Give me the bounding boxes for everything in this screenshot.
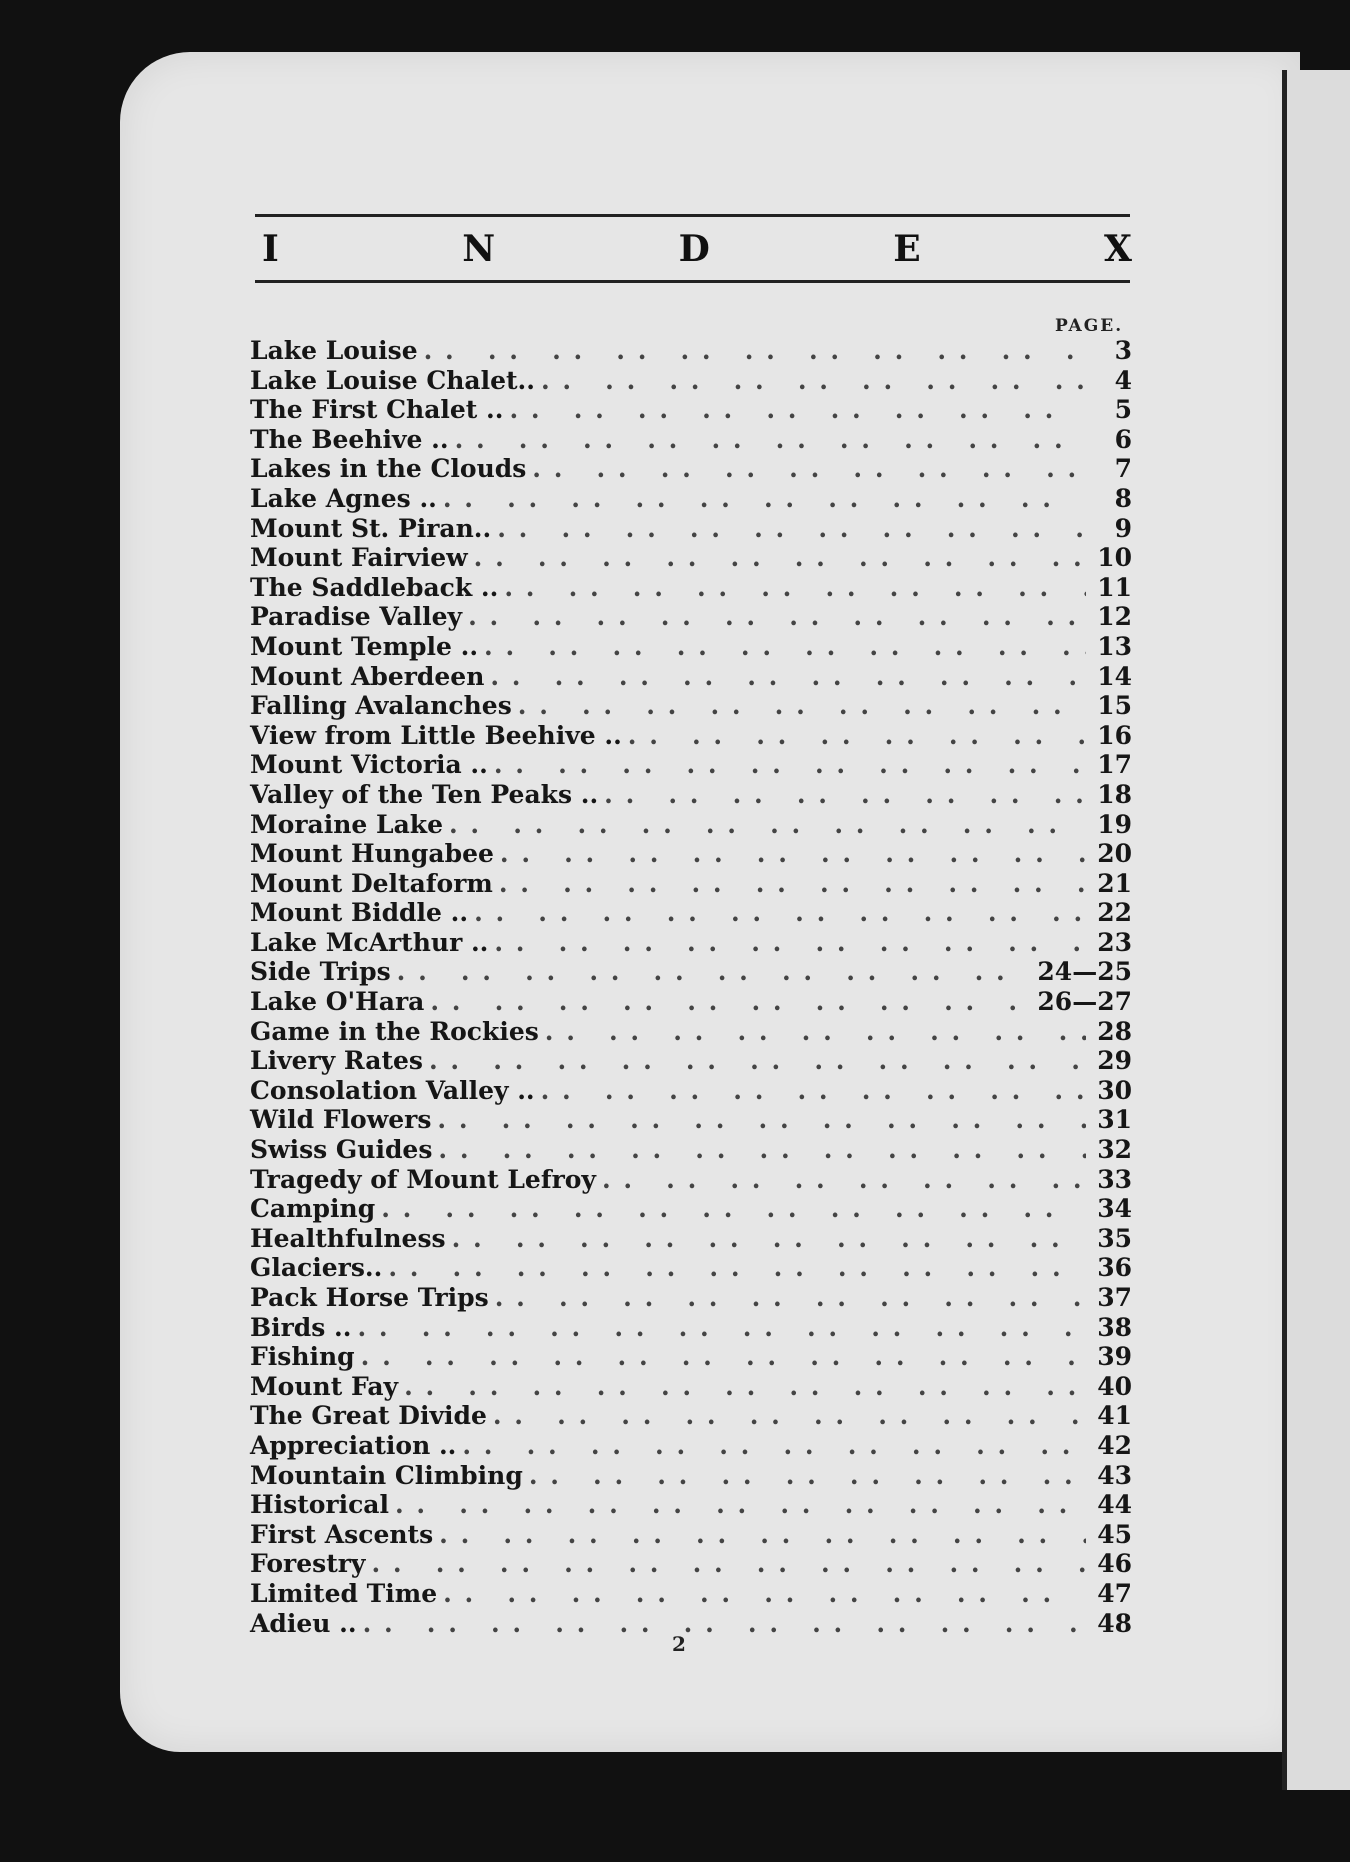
book-spine: [1282, 70, 1350, 1790]
entry-title: Historical: [250, 1490, 390, 1520]
dot-leader: [545, 1017, 1086, 1047]
index-entry: [250, 1579, 1132, 1609]
dot-leader: [484, 632, 1086, 662]
dot-leader: [497, 514, 1086, 544]
entry-title: Adieu ..: [250, 1608, 357, 1638]
entry-title: The First Chalet ..: [250, 395, 504, 425]
entry-title: Valley of the Ten Peaks ..: [250, 779, 599, 809]
index-entry: [250, 957, 1132, 987]
index-entry: [250, 573, 1132, 603]
entry-page-number: 35: [1097, 1223, 1132, 1253]
index-entry: [250, 1342, 1132, 1372]
dot-leader: [532, 454, 1086, 484]
entry-page-number: 19: [1097, 809, 1132, 839]
entry-page-number: 10: [1097, 543, 1132, 573]
index-entry-list: [250, 336, 1132, 1638]
entry-title: Side Trips: [250, 957, 391, 987]
dot-leader: [495, 1283, 1086, 1313]
dot-leader: [474, 898, 1086, 928]
heading-rule-top: [255, 214, 1130, 217]
dot-leader: [429, 1046, 1086, 1076]
dot-leader: [395, 1490, 1086, 1520]
index-entry: [250, 1490, 1132, 1520]
entry-page-number: 47: [1097, 1578, 1132, 1608]
index-entry: [250, 1076, 1132, 1106]
entry-title: Mount Fairview: [250, 543, 468, 573]
index-entry: [250, 1253, 1132, 1283]
entry-page-number: 42: [1097, 1430, 1132, 1460]
entry-title: Mount Hungabee: [250, 839, 494, 869]
index-entry: [250, 1194, 1132, 1224]
dot-leader: [371, 1549, 1086, 1579]
entry-title: Moraine Lake: [250, 809, 444, 839]
index-entry: [250, 1520, 1132, 1550]
entry-title: Mountain Climbing: [250, 1460, 523, 1490]
heading-letter: N: [462, 228, 496, 270]
heading-rule-bottom: [255, 280, 1130, 283]
index-entry: [250, 632, 1132, 662]
entry-title: Mount Aberdeen: [250, 661, 485, 691]
index-entry: [250, 898, 1132, 928]
index-entry: [250, 750, 1132, 780]
entry-page-number: 12: [1097, 602, 1132, 632]
index-entry: [250, 1401, 1132, 1431]
index-entry: [250, 691, 1132, 721]
index-heading: [262, 224, 1132, 274]
entry-page-number: 13: [1097, 631, 1132, 661]
dot-leader: [529, 1461, 1086, 1491]
index-entry: [250, 602, 1132, 632]
entry-page-number: 48: [1097, 1608, 1132, 1638]
entry-title: Mount Victoria ..: [250, 750, 488, 780]
dot-leader: [518, 691, 1086, 721]
index-entry: [250, 869, 1132, 899]
index-entry: [250, 810, 1132, 840]
entry-title: Mount Fay: [250, 1371, 399, 1401]
entry-page-number: 7: [1114, 454, 1132, 484]
entry-page-number: 15: [1097, 691, 1132, 721]
entry-title: Consolation Valley ..: [250, 1075, 535, 1105]
dot-leader: [628, 721, 1086, 751]
dot-leader: [443, 484, 1086, 514]
entry-page-number: 30: [1097, 1075, 1132, 1105]
entry-title: Fishing: [250, 1342, 355, 1372]
entry-title: Lakes in the Clouds: [250, 454, 527, 484]
entry-title: Paradise Valley: [250, 602, 463, 632]
index-entry: [250, 543, 1132, 573]
entry-page-number: 14: [1097, 661, 1132, 691]
entry-page-number: 33: [1097, 1164, 1132, 1194]
index-entry: [250, 1165, 1132, 1195]
entry-title: Mount Deltaform: [250, 868, 493, 898]
entry-title: Lake Agnes ..: [250, 483, 437, 513]
entry-title: Healthfulness: [250, 1223, 446, 1253]
entry-title: Glaciers..: [250, 1253, 383, 1283]
entry-page-number: 46: [1097, 1549, 1132, 1579]
entry-title: Birds ..: [250, 1312, 352, 1342]
entry-page-number: 24—25: [1037, 957, 1132, 987]
entry-page-number: 45: [1097, 1519, 1132, 1549]
entry-title: The Saddleback ..: [250, 572, 499, 602]
entry-page-number: 31: [1097, 1105, 1132, 1135]
dot-leader: [437, 1105, 1086, 1135]
dot-leader: [504, 573, 1086, 603]
entry-title: Lake McArthur ..: [250, 927, 489, 957]
dot-leader: [430, 987, 1031, 1017]
dot-leader: [509, 395, 1086, 425]
index-entry: [250, 1431, 1132, 1461]
index-entry: [250, 1609, 1132, 1639]
entry-title: Lake Louise Chalet..: [250, 365, 535, 395]
dot-leader: [455, 425, 1086, 455]
entry-title: Tragedy of Mount Lefroy: [250, 1164, 596, 1194]
index-entry: [250, 454, 1132, 484]
dot-leader: [541, 1076, 1086, 1106]
entry-page-number: 5: [1114, 395, 1132, 425]
index-entry: [250, 721, 1132, 751]
dot-leader: [404, 1372, 1086, 1402]
dot-leader: [424, 336, 1086, 366]
entry-title: The Beehive ..: [250, 424, 449, 454]
index-entry: [250, 1017, 1132, 1047]
dot-leader: [438, 1135, 1086, 1165]
entry-title: Forestry: [250, 1549, 366, 1579]
entry-page-number: 11: [1097, 572, 1132, 602]
entry-title: Appreciation ..: [250, 1430, 457, 1460]
dot-leader: [443, 1579, 1086, 1609]
index-entry: [250, 484, 1132, 514]
heading-letter: I: [262, 228, 279, 270]
dot-leader: [357, 1313, 1086, 1343]
heading-letter: X: [1104, 228, 1132, 270]
entry-page-number: 9: [1114, 513, 1132, 543]
entry-title: Falling Avalanches: [250, 691, 512, 721]
entry-title: Swiss Guides: [250, 1135, 433, 1165]
entry-page-number: 41: [1097, 1401, 1132, 1431]
entry-title: Mount Temple ..: [250, 631, 479, 661]
entry-title: Pack Horse Trips: [250, 1283, 489, 1312]
dot-leader: [361, 1342, 1086, 1372]
dot-leader: [499, 869, 1086, 899]
dot-leader: [439, 1520, 1086, 1550]
index-entry: [250, 366, 1132, 396]
dot-leader: [602, 1165, 1086, 1195]
index-entry: [250, 395, 1132, 425]
entry-title: Lake O'Hara: [250, 987, 425, 1017]
entry-page-number: 36: [1097, 1253, 1132, 1283]
entry-title: Limited Time: [250, 1578, 438, 1608]
index-entry: [250, 425, 1132, 455]
index-entry: [250, 1105, 1132, 1135]
entry-title: Livery Rates: [250, 1046, 423, 1076]
entry-page-number: 17: [1097, 750, 1132, 780]
dot-leader: [452, 1224, 1086, 1254]
entry-title: Mount St. Piran..: [250, 513, 492, 543]
entry-page-number: 18: [1097, 779, 1132, 809]
entry-page-number: 23: [1097, 927, 1132, 957]
index-entry: [250, 1283, 1132, 1313]
dot-leader: [494, 750, 1086, 780]
index-entry: [250, 928, 1132, 958]
entry-page-number: 22: [1097, 898, 1132, 928]
index-entry: [250, 987, 1132, 1017]
dot-leader: [500, 839, 1086, 869]
entry-title: Camping: [250, 1194, 376, 1224]
entry-title: View from Little Beehive ..: [250, 720, 622, 750]
dot-leader: [388, 1253, 1086, 1283]
index-entry: [250, 1224, 1132, 1254]
entry-page-number: 8: [1114, 483, 1132, 513]
entry-title: The Great Divide: [250, 1401, 487, 1431]
index-entry: [250, 1461, 1132, 1491]
entry-page-number: 37: [1097, 1283, 1132, 1312]
entry-title: Wild Flowers: [250, 1105, 432, 1135]
dot-leader: [604, 780, 1086, 810]
heading-letter: E: [893, 228, 921, 270]
entry-page-number: 6: [1114, 424, 1132, 454]
entry-page-number: 43: [1097, 1460, 1132, 1490]
entry-page-number: 39: [1097, 1342, 1132, 1372]
index-entry: [250, 1046, 1132, 1076]
entry-page-number: 20: [1097, 839, 1132, 869]
entry-page-number: 29: [1097, 1046, 1132, 1076]
footer-page-number: 2: [672, 1632, 686, 1656]
dot-leader: [493, 1401, 1086, 1431]
dot-leader: [494, 928, 1086, 958]
index-entry: [250, 1549, 1132, 1579]
entry-page-number: 26—27: [1037, 987, 1132, 1017]
dot-leader: [468, 602, 1086, 632]
index-entry: [250, 839, 1132, 869]
entry-page-number: 16: [1097, 720, 1132, 750]
dot-leader: [381, 1194, 1086, 1224]
dot-leader: [449, 810, 1086, 840]
dot-leader: [462, 1431, 1086, 1461]
entry-page-number: 44: [1097, 1490, 1132, 1520]
entry-title: Lake Louise: [250, 336, 418, 365]
entry-page-number: 40: [1097, 1371, 1132, 1401]
entry-page-number: 4: [1114, 365, 1132, 395]
entry-page-number: 3: [1114, 336, 1132, 365]
page-column-label: PAGE.: [1055, 316, 1124, 336]
heading-letter: D: [678, 228, 710, 270]
index-entry: [250, 1135, 1132, 1165]
entry-page-number: 28: [1097, 1016, 1132, 1046]
entry-title: Mount Biddle ..: [250, 898, 469, 928]
index-entry: [250, 662, 1132, 692]
entry-page-number: 32: [1097, 1135, 1132, 1165]
index-entry: [250, 1372, 1132, 1402]
dot-leader: [474, 543, 1086, 573]
entry-page-number: 34: [1097, 1194, 1132, 1224]
dot-leader: [363, 1609, 1086, 1639]
dot-leader: [541, 366, 1086, 396]
dot-leader: [397, 957, 1032, 987]
entry-title: First Ascents: [250, 1519, 434, 1549]
entry-title: Game in the Rockies: [250, 1016, 539, 1046]
dot-leader: [490, 662, 1086, 692]
entry-page-number: 38: [1097, 1312, 1132, 1342]
entry-page-number: 21: [1097, 868, 1132, 898]
index-entry: [250, 514, 1132, 544]
index-entry: [250, 780, 1132, 810]
index-entry: [250, 1313, 1132, 1343]
index-entry: [250, 336, 1132, 366]
